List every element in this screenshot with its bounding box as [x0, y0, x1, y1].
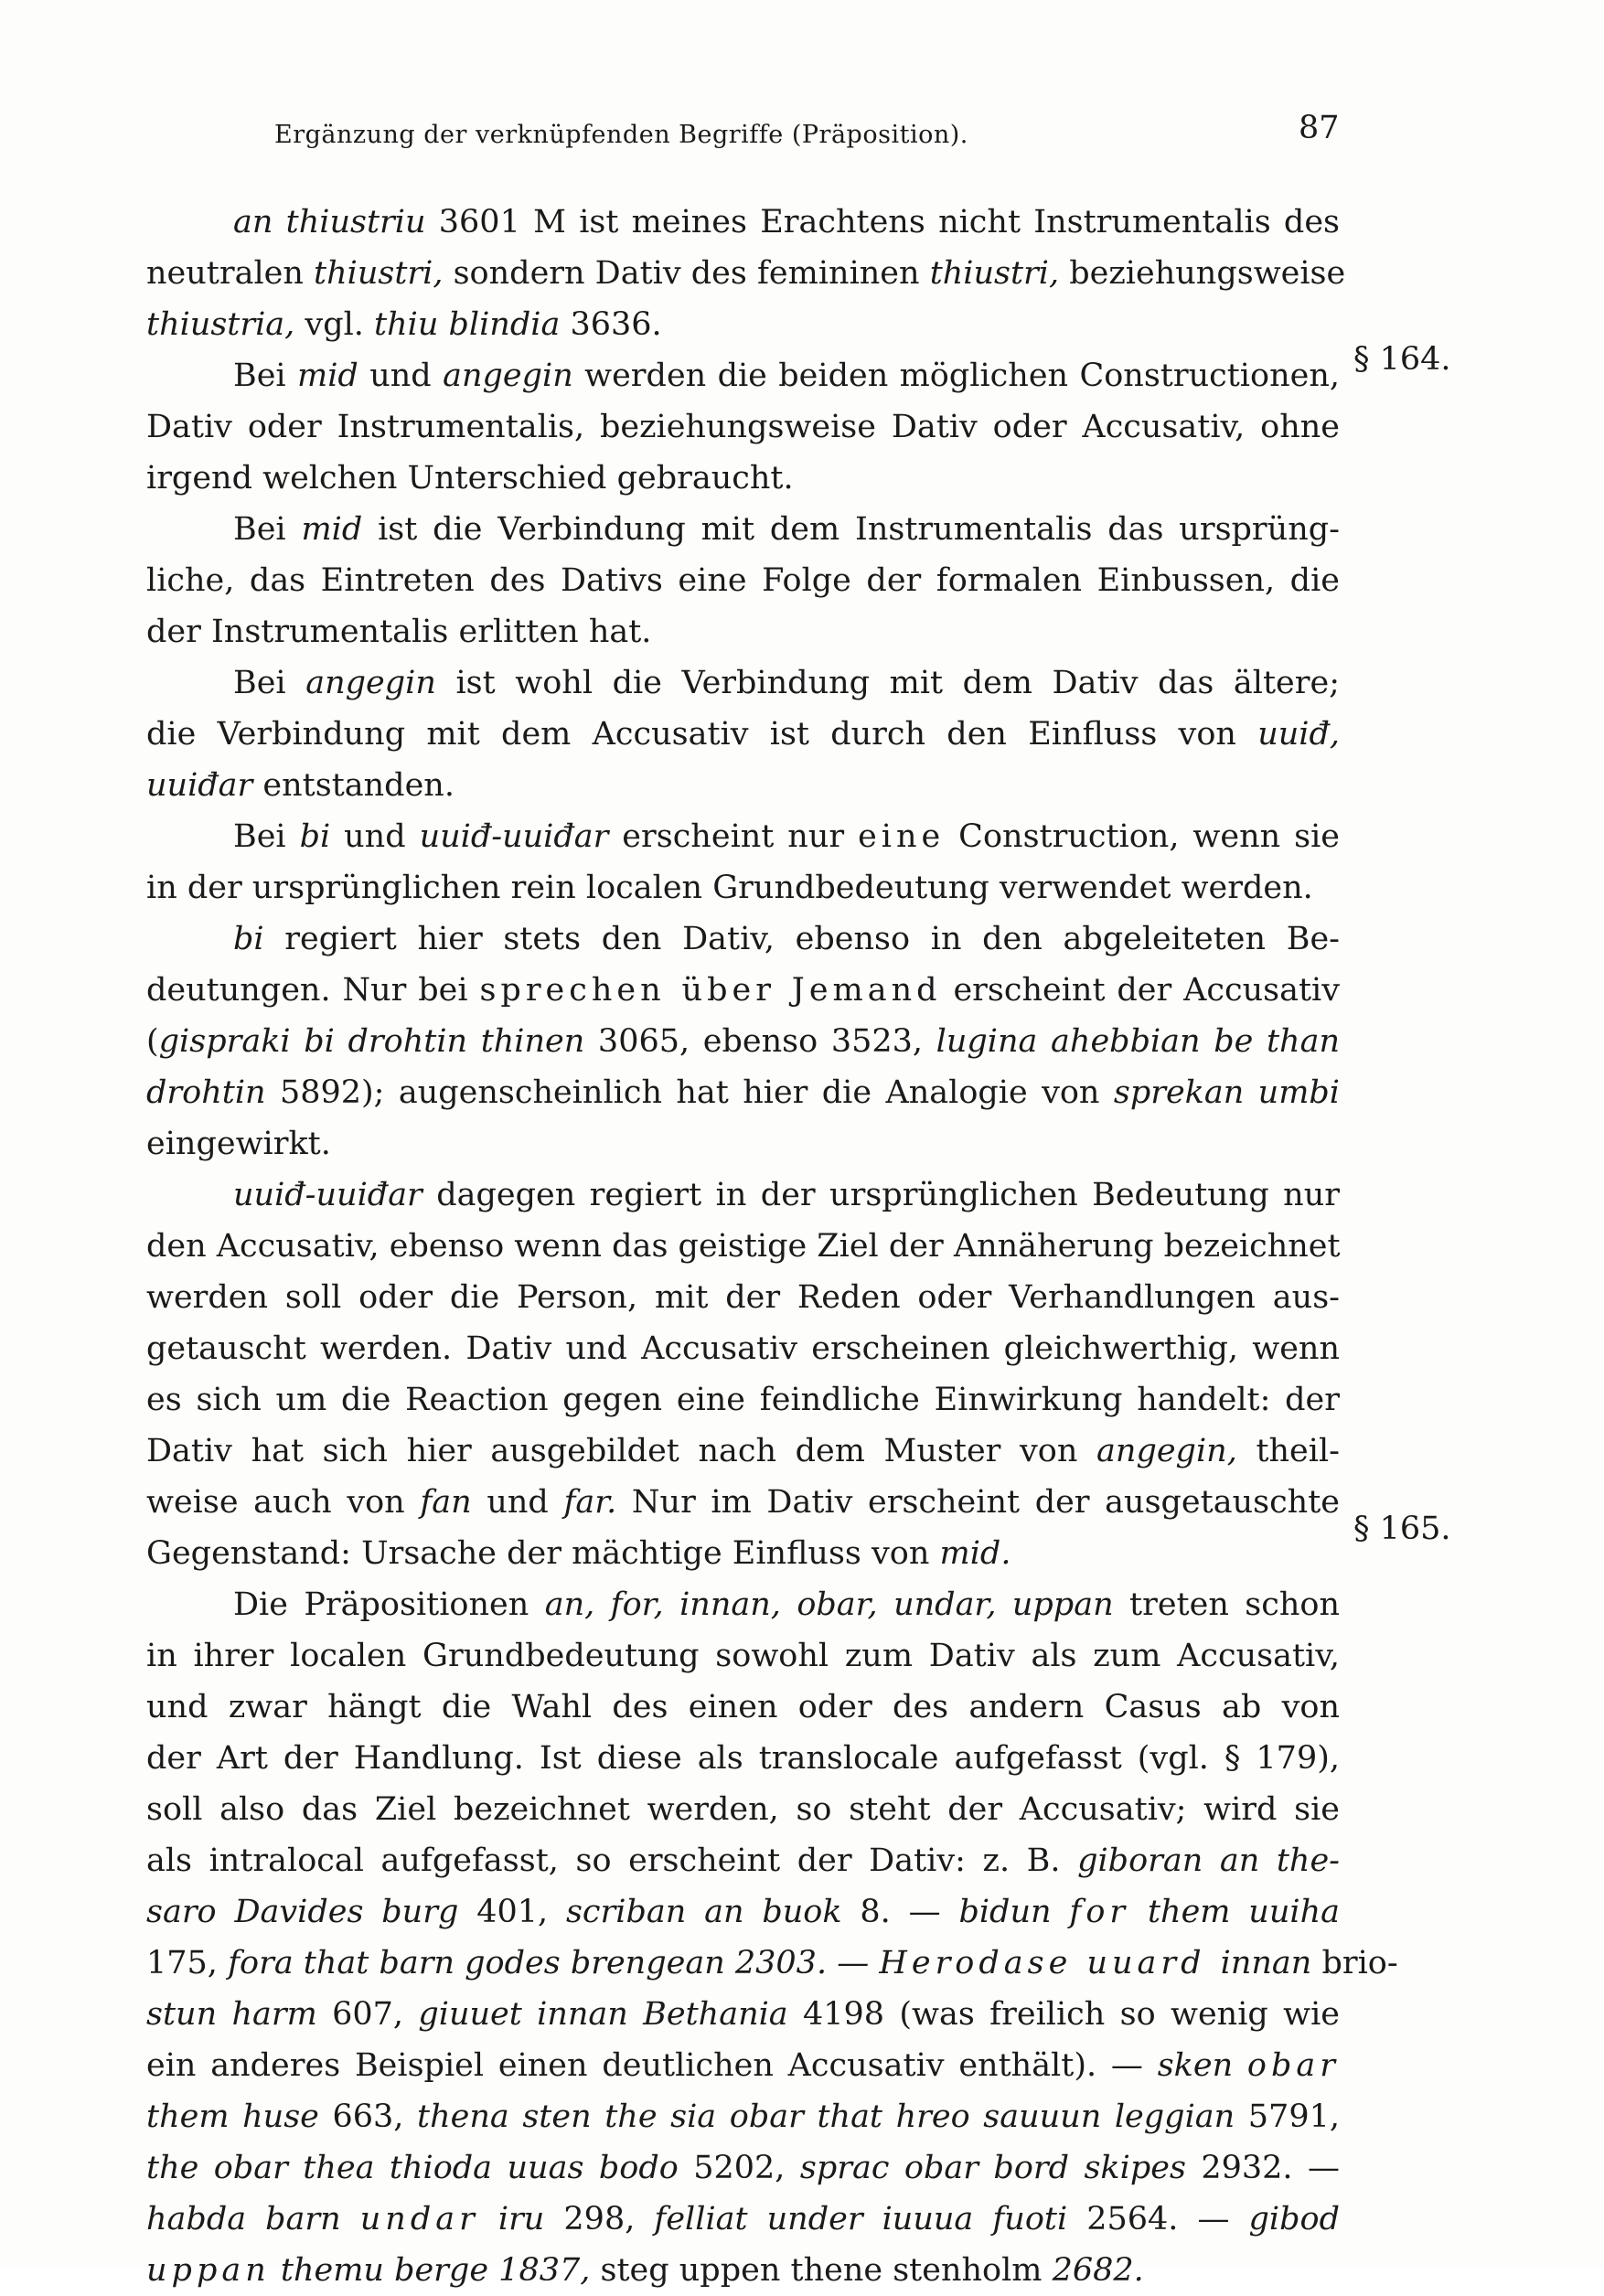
text-line: [146, 299, 1340, 350]
text-line: [146, 1682, 1340, 1733]
text-segment: entstanden.: [252, 767, 454, 804]
text-segment: iru: [478, 2201, 545, 2237]
text-segment: 607,: [316, 1996, 419, 2033]
text-segment: erscheint nur: [608, 818, 859, 855]
text-segment: 3636.: [560, 306, 662, 343]
text-segment: Bei: [233, 358, 298, 394]
text-segment: 5202,: [678, 2150, 800, 2186]
text-segment: angegin: [443, 358, 573, 394]
text-segment: werden die beiden möglichen Constructionen,: [572, 358, 1340, 394]
text-segment: 401,: [458, 1894, 566, 1930]
text-segment: 1837,: [488, 2252, 601, 2289]
text-line: [146, 1323, 1340, 1374]
text-line: [146, 811, 1340, 862]
text-segment: es sich um die Reaction gegen eine feindliche Einwirkung handelt: der: [146, 1382, 1340, 1418]
text-segment: innan: [1220, 1945, 1312, 1981]
text-segment: mid: [297, 358, 358, 394]
text-segment: Construction, wenn sie: [945, 818, 1340, 855]
text-line: [146, 1426, 1340, 1477]
text-segment: sprac obar bord skipes: [799, 2150, 1186, 2186]
text-segment: themu berge: [270, 2252, 489, 2289]
text-segment: regiert hier stets den Dativ, ebenso in den abgeleiteten Be-: [263, 921, 1340, 957]
text-line: [146, 1477, 1340, 1528]
text-segment: Gegenstand: Ursache der mächtige Einfluss von: [146, 1535, 940, 1572]
text-segment: Dativ hat sich hier ausgebildet nach dem Muster von: [146, 1433, 1097, 1469]
text-line: [146, 965, 1340, 1016]
text-line: [146, 1272, 1340, 1323]
text-line: [146, 248, 1346, 299]
text-segment: treten schon: [1113, 1586, 1340, 1623]
text-segment: the obar thea thioda uuas bodo: [146, 2150, 679, 2186]
text-segment: fora that barn godes brengean: [228, 1945, 725, 1981]
text-line: [146, 1067, 1340, 1118]
text-segment: 3065, ebenso 3523,: [584, 1023, 936, 1060]
text-segment: neutralen: [146, 255, 315, 292]
text-line: [146, 1221, 1340, 1272]
text-line: [146, 1169, 1340, 1221]
text-segment: scriban an buok: [565, 1894, 842, 1930]
text-line: [146, 2040, 1340, 2091]
text-segment: undar: [359, 2201, 479, 2237]
text-segment: fan: [420, 1484, 472, 1521]
text-segment: und: [471, 1484, 564, 1521]
text-segment: beziehungsweise: [1059, 255, 1346, 292]
text-segment: 8. —: [841, 1894, 959, 1930]
text-segment: an thiustriu: [233, 204, 426, 240]
text-segment: 2303. —: [724, 1945, 880, 1981]
text-segment: giboran an the-: [1077, 1842, 1341, 1879]
text-line: [146, 862, 1340, 913]
text-segment: drohtin: [146, 1074, 266, 1111]
text-segment: uuiđ-uuiđar: [233, 1177, 422, 1213]
text-segment: liche, das Eintreten des Dativs eine Folge der formalen Einbussen, die: [146, 562, 1340, 599]
text-segment: und: [330, 818, 420, 855]
text-line: [146, 1016, 1340, 1067]
section-165-marker: § 165.: [1353, 1511, 1451, 1547]
text-segment: 5791,: [1235, 2098, 1340, 2135]
text-segment: Bei: [233, 665, 306, 701]
text-segment: in ihrer localen Grundbedeutung sowohl zum Dativ als zum Accusativ,: [146, 1638, 1340, 1674]
text-segment: den Accusativ, ebenso wenn das geistige Ziel der Annäherung bezeichnet: [146, 1228, 1341, 1265]
text-segment: sprechen über Jemand: [479, 972, 942, 1009]
text-segment: an, for, innan, obar, undar, uppan: [544, 1586, 1114, 1623]
section-164-marker: § 164.: [1353, 341, 1451, 378]
text-line: [146, 1528, 1340, 1579]
text-segment: 2682.: [1042, 2252, 1144, 2289]
text-segment: deutungen. Nur bei: [146, 972, 480, 1009]
text-segment: theil-: [1236, 1433, 1340, 1469]
text-segment: 5892); augenscheinlich hat hier die Analogie von: [265, 1074, 1114, 1111]
running-head: Ergänzung der verknüpfenden Begriffe (Präposition).: [274, 121, 968, 149]
text-line: [146, 1579, 1340, 1630]
text-segment: erscheint der Accusativ: [941, 972, 1340, 1009]
text-line: [146, 350, 1340, 401]
text-segment: angegin: [305, 665, 436, 701]
text-segment: ist wohl die Verbindung mit dem Dativ das ältere;: [435, 665, 1340, 701]
text-segment: thiustri,: [314, 255, 444, 292]
text-segment: saro Davides burg: [146, 1894, 459, 1930]
text-segment: uuiđar: [146, 767, 253, 804]
text-segment: thiustri,: [929, 255, 1060, 292]
text-segment: 4198 (was freilich so wenig wie: [787, 1996, 1340, 2033]
text-segment: steg uppen thene stenholm: [600, 2252, 1043, 2289]
text-line: [146, 760, 1340, 811]
text-segment: sondern Dativ des femininen: [443, 255, 930, 292]
text-segment: giuuet innan Bethania: [418, 1996, 788, 2033]
text-segment: bi: [233, 921, 264, 957]
text-segment: stun harm: [146, 1996, 317, 2033]
text-line: [146, 606, 1340, 657]
text-line: [146, 1118, 1340, 1169]
text-segment: lugina ahebbian be than: [936, 1023, 1340, 1060]
text-segment: 3601 M ist meines Erachtens nicht Instrumentalis des: [425, 204, 1340, 240]
text-segment: 2932. —: [1185, 2150, 1341, 2186]
text-segment: 663,: [318, 2098, 418, 2135]
text-segment: und zwar hängt die Wahl des einen oder des andern Casus ab von: [146, 1689, 1340, 1725]
text-line: [146, 1886, 1340, 1938]
text-segment: them huse: [146, 2098, 319, 2135]
text-line: [146, 2142, 1340, 2194]
text-segment: habda barn: [146, 2201, 360, 2237]
text-line: [146, 1733, 1340, 1784]
text-segment: gispraki bi drohtin thinen: [158, 1023, 585, 1060]
text-segment: bi: [299, 818, 331, 855]
text-segment: them uuiha: [1129, 1894, 1340, 1930]
text-segment: Bei: [233, 818, 300, 855]
text-segment: (: [146, 1023, 159, 1060]
text-line: [146, 913, 1340, 965]
text-segment: mid: [301, 511, 363, 548]
text-segment: brio-: [1311, 1945, 1398, 1981]
text-segment: Dativ oder Instrumentalis, beziehungsweise Dativ oder Accusativ, ohne: [146, 409, 1340, 445]
text-line: [146, 1835, 1340, 1886]
text-line: [146, 657, 1340, 709]
text-segment: uppan: [146, 2252, 271, 2289]
text-segment: 175,: [146, 1945, 229, 1981]
text-line: [146, 1630, 1340, 1682]
text-line: [146, 1374, 1340, 1426]
text-segment: obar: [1246, 2047, 1340, 2084]
text-segment: for: [1069, 1894, 1130, 1930]
text-segment: in der ursprünglichen rein localen Grundbedeutung verwendet werden.: [146, 870, 1313, 906]
text-segment: mid.: [939, 1535, 1011, 1572]
text-line: [146, 504, 1340, 555]
text-segment: bidun: [958, 1894, 1070, 1930]
text-segment: far.: [563, 1484, 617, 1521]
text-segment: ist die Verbindung mit dem Instrumentalis das ursprüng-: [362, 511, 1340, 548]
text-segment: 298,: [544, 2201, 655, 2237]
text-segment: und: [358, 358, 444, 394]
text-segment: weise auch von: [146, 1484, 421, 1521]
text-line: [146, 1784, 1340, 1835]
text-segment: irgend welchen Unterschied gebraucht.: [146, 460, 794, 497]
text-segment: uuiđ,: [1257, 716, 1340, 753]
text-segment: Die Präpositionen: [233, 1586, 545, 1623]
text-segment: uuiđ-uuiđar: [419, 818, 609, 855]
text-segment: als intralocal aufgefasst, so erscheint der Dativ: z. B.: [146, 1842, 1078, 1879]
text-segment: Nur im Dativ erscheint der ausgetauschte: [616, 1484, 1341, 1521]
text-line: [146, 2091, 1340, 2142]
text-segment: felliat under iuuua fuoti: [654, 2201, 1068, 2237]
text-segment: gibod: [1248, 2201, 1341, 2237]
text-line: [146, 401, 1340, 453]
text-line: [146, 453, 1340, 504]
text-segment: die Verbindung mit dem Accusativ ist durch den Einfluss von: [146, 716, 1258, 753]
text-segment: 2564. —: [1067, 2201, 1249, 2237]
text-segment: dagegen regiert in der ursprünglichen Bedeutung nur: [422, 1177, 1340, 1213]
text-segment: ein anderes Beispiel einen deutlichen Accusativ enthält). —: [146, 2047, 1158, 2084]
text-segment: Bei: [233, 511, 302, 548]
text-segment: der Art der Handlung. Ist diese als translocale aufgefasst (vgl. § 179),: [146, 1740, 1340, 1777]
text-segment: sken: [1157, 2047, 1247, 2084]
text-line: [146, 1989, 1340, 2040]
text-segment: angegin,: [1096, 1433, 1237, 1469]
text-segment: thiu blindia: [374, 306, 561, 343]
text-line: [146, 1938, 1398, 1989]
text-line: [146, 555, 1340, 606]
text-segment: thiustria,: [146, 306, 295, 343]
text-segment: soll also das Ziel bezeichnet werden, so steht der Accusativ; wird sie: [146, 1791, 1340, 1828]
text-segment: thena sten the sia obar that hreo sauuun leggian: [417, 2098, 1235, 2135]
text-segment: getauscht werden. Dativ und Accusativ erscheinen gleichwerthig, wenn: [146, 1330, 1340, 1367]
text-segment: Herodase uuard: [879, 1945, 1221, 1981]
text-segment: eingewirkt.: [146, 1126, 331, 1162]
text-line: [146, 2245, 1340, 2296]
text-segment: eine: [858, 818, 946, 855]
text-line: [146, 2194, 1340, 2245]
text-line: [146, 197, 1340, 248]
text-segment: sprekan umbi: [1113, 1074, 1340, 1111]
text-segment: der Instrumentalis erlitten hat.: [146, 614, 652, 650]
body-text: [146, 197, 1398, 2296]
text-segment: werden soll oder die Person, mit der Reden oder Verhandlungen aus-: [146, 1279, 1340, 1316]
text-segment: vgl.: [294, 306, 375, 343]
text-line: [146, 709, 1340, 760]
page-number: 87: [1299, 110, 1340, 146]
